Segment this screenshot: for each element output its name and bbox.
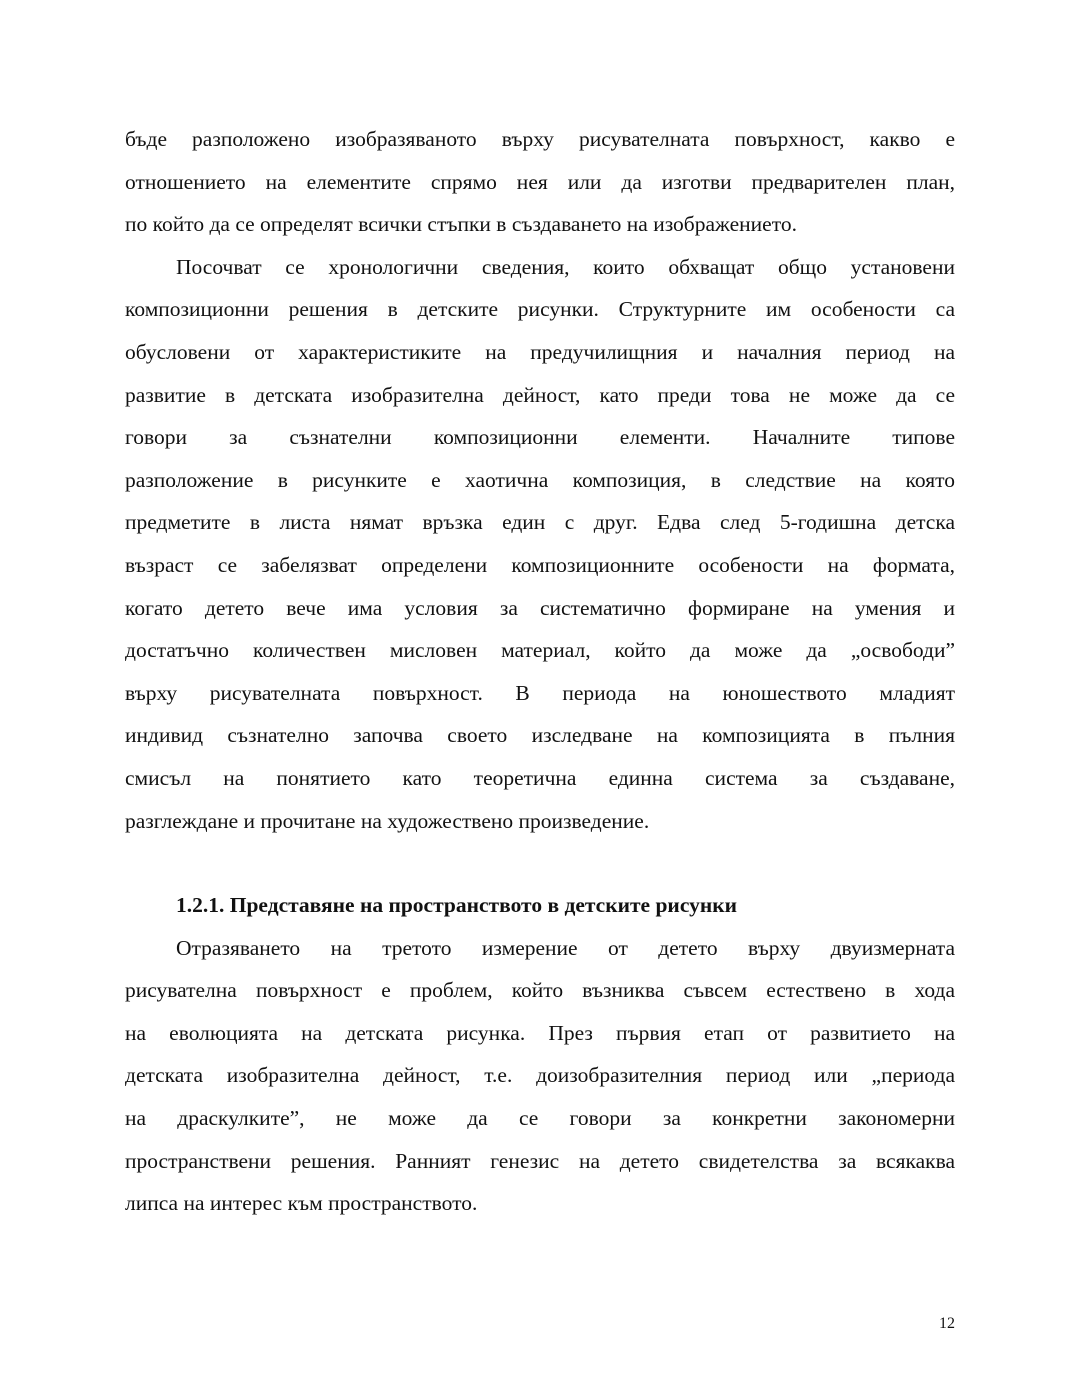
text-line: развитие в детската изобразителна дейност, като преди това не може да се [125,382,955,407]
section-heading: 1.2.1. Представяне на пространството в детските рисунки [176,893,737,918]
text-line: липса на интерес към пространството. [125,1191,478,1216]
text-line: на еволюцията на детската рисунка. През първия етап от развитието на [125,1020,955,1045]
text-line: композиционни решения в детските рисунки. Структурните им особености са [125,297,955,322]
text-line: пространствени решения. Ранният генезис на детето свидетелства за всякаква [125,1148,955,1173]
text-line: възраст се забелязват определени композиционните особености на формата, [125,552,955,577]
text-line: разглеждане и прочитане на художествено произведение. [125,808,650,833]
text-line: смисъл на понятието като теоретична единна система за създаване, [125,765,955,790]
text-line: Отразяването на третото измерение от детето върху двуизмерната [176,935,955,960]
text-line: обусловени от характеристиките на предучилищния и началния период на [125,339,955,364]
text-line: когато детето вече има условия за систематично формиране на умения и [125,595,955,620]
page-number: 12 [939,1315,955,1332]
text-line: индивид съзнателно започва своето изследване на композицията в пълния [125,723,955,748]
text-line: бъде разположено изобразяваното върху рисувателната повърхност, какво е [125,127,955,151]
spacer [125,842,955,884]
page-body [125,118,955,1225]
text-line: Посочват се хронологични сведения, които обхващат общо установени [176,254,955,279]
text-line: говори за съзнателни композиционни елементи. Началните типове [125,425,955,450]
text-line: разположение в рисунките е хаотична композиция, в следствие на която [125,467,955,492]
paragraph [125,927,955,1225]
paragraph [125,246,955,842]
paragraph [125,118,955,246]
text-line: отношението на елементите спрямо нея или да изготви предварителен план, [125,169,955,194]
text-line: детската изобразителна дейност, т.е. доизобразителния период или „периода [125,1063,955,1088]
text-line: рисувателна повърхност е проблем, който възниква съвсем естествено в хода [125,978,955,1003]
text-line: по който да се определят всички стъпки в създаването на изображението. [125,212,797,237]
text-line: върху рисувателната повърхност. В периода на юношеството младият [125,680,955,705]
text-line: на драскулките”, не може да се говори за конкретни закономерни [125,1106,955,1131]
text-line: достатъчно количествен мисловен материал, който да може да „освободи” [125,638,955,663]
text-line: предметите в листа нямат връзка един с друг. Едва след 5-годишна детска [125,510,955,535]
